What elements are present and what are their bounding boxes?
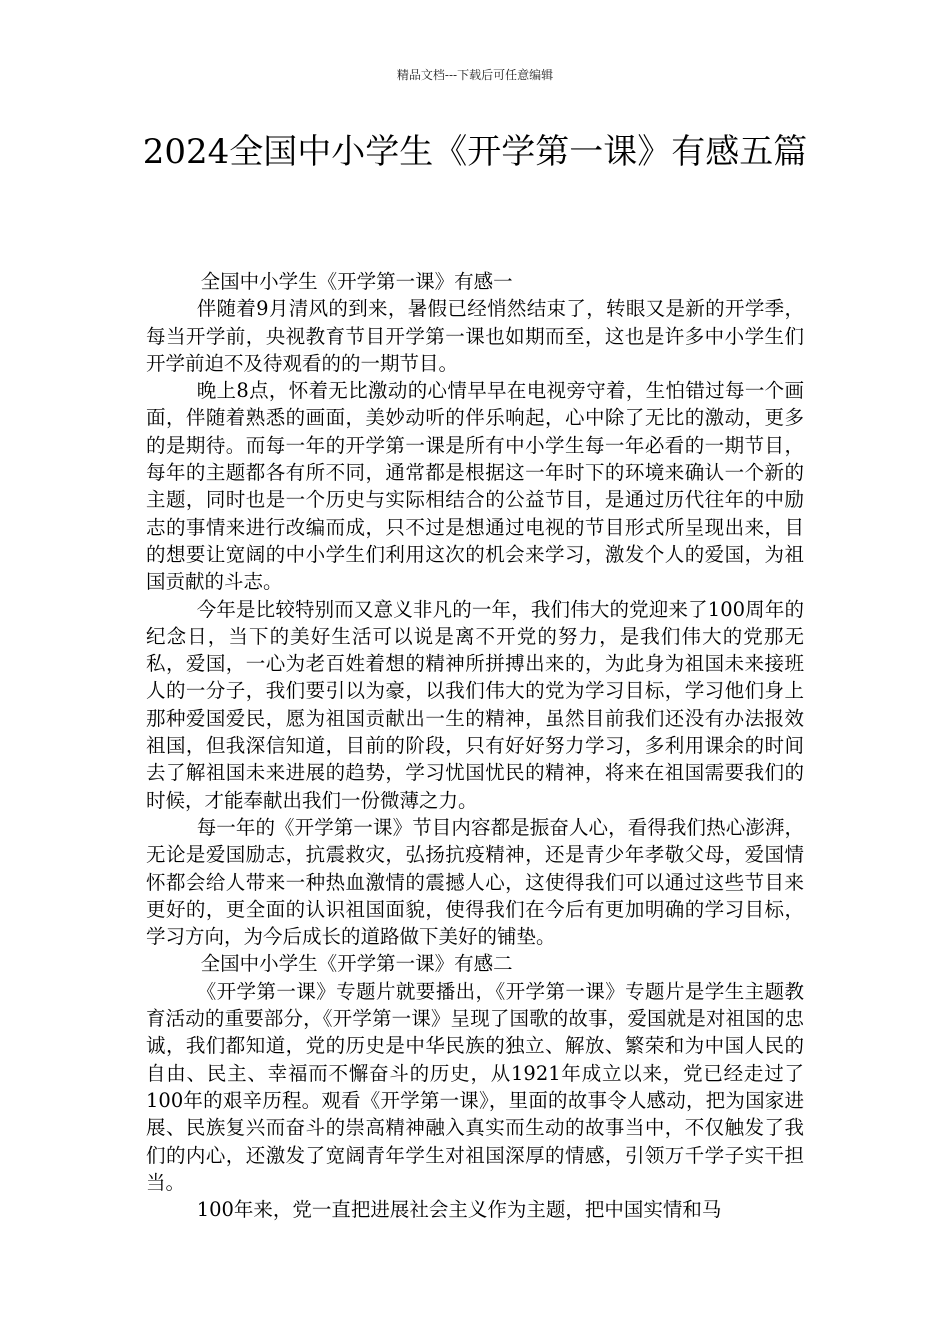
section-heading: 全国中小学生《开学第一课》有感二 — [200, 952, 513, 976]
document-title: 2024全国中小学生《开学第一课》有感五篇 — [142, 132, 808, 172]
paragraph: 每一年的《开学第一课》节目内容都是振奋人心，看得我们热心澎湃，无论是爱国励志，抗震救灾，弘扬抗疫精神，还是青少年孝敬父母，爱国情怀都会给人带来一种热血激情的震撼人心，这使得我们可以通过这些节目来更好的，更全面的认识祖国面貌，使得我们在今后有更加明确的学习目标，学习方向，为今后成长的道路做下美好的铺垫。 — [146, 815, 804, 949]
document-body — [146, 268, 804, 1223]
paragraph: 晚上8点，怀着无比激动的心情早早在电视旁守着，生怕错过每一个画面，伴随着熟悉的画面，美妙动听的伴乐响起，心中除了无比的激动，更多的是期待。而每一年的开学第一课是所有中小学生每一年必看的一期节目，每年的主题都各有所不同，通常都是根据这一年时下的环境来确认一个新的主题，同时也是一个历史与实际相结合的公益节目，是通过历代往年的中励志的事情来进行改编而成，只不过是想通过电视的节目形式所呈现出来，目的想要让宽阔的中小学生们利用这次的机会来学习，激发个人的爱国，为祖国贡献的斗志。 — [146, 379, 804, 594]
paragraph: 《开学第一课》专题片就要播出，《开学第一课》专题片是学生主题教育活动的重要部分，《开学第一课》呈现了国歌的故事，爱国就是对祖国的忠诚，我们都知道，党的历史是中华民族的独立、解放、繁荣和为中国人民的自由、民主、幸福而不懈奋斗的历史，从1921年成立以来，党已经走过了100年的艰辛历程。观看《开学第一课》，里面的故事令人感动，把为国家进展、民族复兴而奋斗的崇高精神融入真实而生动的故事当中，不仅触发了我们的内心，还激发了宽阔青年学生对祖国深厚的情感，引领万千学子实干担当。 — [146, 979, 804, 1194]
paragraph: 100年来，党一直把进展社会主义作为主题，把中国实情和马 — [196, 1198, 722, 1222]
paragraph: 伴随着9月清风的到来，暑假已经悄然结束了，转眼又是新的开学季，每当开学前，央视教育节目开学第一课也如期而至，这也是许多中小学生们开学前迫不及待观看的的一期节目。 — [146, 297, 804, 375]
paragraph: 今年是比较特别而又意义非凡的一年，我们伟大的党迎来了100周年的纪念日，当下的美好生活可以说是离不开党的努力，是我们伟大的党那无私，爱国，一心为老百姓着想的精神所拼搏出来的，为此身为祖国未来接班人的一分子，我们要引以为豪，以我们伟大的党为学习目标，学习他们身上那种爱国爱民，愿为祖国贡献出一生的精神，虽然目前我们还没有办法报效祖国，但我深信知道，目前的阶段，只有好好努力学习，多利用课余的时间去了解祖国未来进展的趋势，学习忧国忧民的精神，将来在祖国需要我们的时候，才能奉献出我们一份微薄之力。 — [146, 597, 804, 812]
section-heading: 全国中小学生《开学第一课》有感一 — [200, 270, 513, 293]
page-header: 精品文档---下载后可任意编辑 — [396, 68, 554, 82]
